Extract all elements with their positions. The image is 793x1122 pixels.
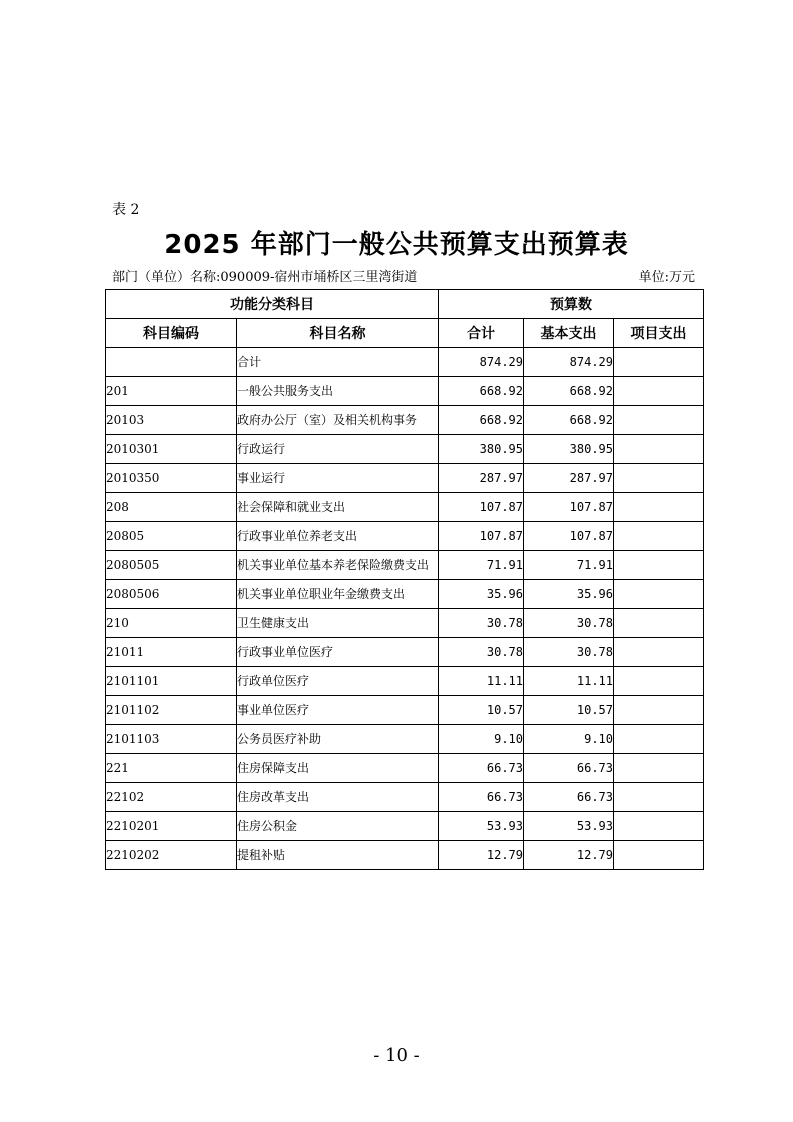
row-name: 行政单位医疗 [237, 667, 439, 696]
row-total: 30.78 [439, 609, 524, 638]
row-total: 107.87 [439, 522, 524, 551]
row-project [614, 435, 704, 464]
row-code: 2101103 [106, 725, 237, 754]
row-total: 9.10 [439, 725, 524, 754]
row-name: 机关事业单位职业年金缴费支出 [237, 580, 439, 609]
row-code: 2210202 [106, 841, 237, 870]
row-basic: 66.73 [524, 754, 614, 783]
row-basic: 668.92 [524, 377, 614, 406]
table-row [106, 522, 704, 551]
table-row [106, 580, 704, 609]
row-total: 380.95 [439, 435, 524, 464]
row-total: 287.97 [439, 464, 524, 493]
row-project [614, 580, 704, 609]
header-budget-group: 预算数 [439, 290, 704, 319]
row-total: 10.57 [439, 696, 524, 725]
row-code: 20103 [106, 406, 237, 435]
row-code: 20805 [106, 522, 237, 551]
row-name: 一般公共服务支出 [237, 377, 439, 406]
row-code: 2101102 [106, 696, 237, 725]
row-basic: 12.79 [524, 841, 614, 870]
row-name: 提租补贴 [237, 841, 439, 870]
row-code: 22102 [106, 783, 237, 812]
row-name: 事业运行 [237, 464, 439, 493]
table-row [106, 783, 704, 812]
row-name: 行政运行 [237, 435, 439, 464]
row-basic: 30.78 [524, 609, 614, 638]
header-name: 科目名称 [237, 319, 439, 348]
table-row [106, 754, 704, 783]
row-project [614, 638, 704, 667]
table-row [106, 435, 704, 464]
table-row [106, 377, 704, 406]
table-row [106, 725, 704, 754]
table-row [106, 812, 704, 841]
row-total: 874.29 [439, 348, 524, 377]
row-project [614, 725, 704, 754]
row-code: 2010350 [106, 464, 237, 493]
row-project [614, 377, 704, 406]
row-project [614, 812, 704, 841]
row-name: 住房公积金 [237, 812, 439, 841]
row-basic: 287.97 [524, 464, 614, 493]
row-project [614, 406, 704, 435]
page-title: 2025 年部门一般公共预算支出预算表 [164, 230, 629, 260]
row-name: 住房改革支出 [237, 783, 439, 812]
row-basic: 10.57 [524, 696, 614, 725]
row-project [614, 754, 704, 783]
row-code: 2210201 [106, 812, 237, 841]
table-row [106, 667, 704, 696]
row-total: 66.73 [439, 754, 524, 783]
row-project [614, 464, 704, 493]
row-basic: 66.73 [524, 783, 614, 812]
row-name: 住房保障支出 [237, 754, 439, 783]
department-name: 部门（单位）名称:090009-宿州市埇桥区三里湾街道 [112, 270, 418, 285]
row-basic: 30.78 [524, 638, 614, 667]
row-code: 2010301 [106, 435, 237, 464]
row-name: 行政事业单位养老支出 [237, 522, 439, 551]
row-code: 21011 [106, 638, 237, 667]
row-project [614, 696, 704, 725]
table-row [106, 551, 704, 580]
row-project [614, 348, 704, 377]
row-code: 221 [106, 754, 237, 783]
row-project [614, 522, 704, 551]
row-total: 66.73 [439, 783, 524, 812]
table-row [106, 609, 704, 638]
row-code: 2080506 [106, 580, 237, 609]
row-basic: 380.95 [524, 435, 614, 464]
row-name: 机关事业单位基本养老保险缴费支出 [237, 551, 439, 580]
table-row [106, 464, 704, 493]
page-number: - 10 - [373, 1045, 420, 1066]
row-basic: 9.10 [524, 725, 614, 754]
header-basic: 基本支出 [524, 319, 614, 348]
row-code [106, 348, 237, 377]
row-basic: 53.93 [524, 812, 614, 841]
row-code: 2080505 [106, 551, 237, 580]
row-basic: 668.92 [524, 406, 614, 435]
row-name: 行政事业单位医疗 [237, 638, 439, 667]
row-basic: 107.87 [524, 493, 614, 522]
header-code: 科目编码 [106, 319, 237, 348]
row-project [614, 783, 704, 812]
table-row [106, 348, 704, 377]
budget-table [105, 289, 704, 870]
row-project [614, 609, 704, 638]
row-total: 35.96 [439, 580, 524, 609]
row-name: 社会保障和就业支出 [237, 493, 439, 522]
row-basic: 71.91 [524, 551, 614, 580]
row-total: 668.92 [439, 406, 524, 435]
row-basic: 874.29 [524, 348, 614, 377]
table-row [106, 493, 704, 522]
header-total: 合计 [439, 319, 524, 348]
row-total: 107.87 [439, 493, 524, 522]
row-basic: 35.96 [524, 580, 614, 609]
row-project [614, 493, 704, 522]
table-row [106, 638, 704, 667]
row-total: 12.79 [439, 841, 524, 870]
row-basic: 107.87 [524, 522, 614, 551]
row-project [614, 841, 704, 870]
row-name: 事业单位医疗 [237, 696, 439, 725]
table-body [106, 348, 704, 870]
row-code: 2101101 [106, 667, 237, 696]
row-total: 71.91 [439, 551, 524, 580]
row-basic: 11.11 [524, 667, 614, 696]
row-name: 合计 [237, 348, 439, 377]
row-project [614, 667, 704, 696]
table-row [106, 841, 704, 870]
row-project [614, 551, 704, 580]
table-row [106, 406, 704, 435]
row-name: 政府办公厅（室）及相关机构事务 [237, 406, 439, 435]
header-category-group: 功能分类科目 [106, 290, 439, 319]
row-total: 53.93 [439, 812, 524, 841]
table-label: 表 2 [112, 202, 140, 218]
row-code: 201 [106, 377, 237, 406]
row-name: 公务员医疗补助 [237, 725, 439, 754]
row-total: 11.11 [439, 667, 524, 696]
row-code: 208 [106, 493, 237, 522]
row-name: 卫生健康支出 [237, 609, 439, 638]
row-code: 210 [106, 609, 237, 638]
header-project: 项目支出 [614, 319, 704, 348]
row-total: 30.78 [439, 638, 524, 667]
table-row [106, 696, 704, 725]
row-total: 668.92 [439, 377, 524, 406]
unit-label: 单位:万元 [638, 270, 695, 285]
